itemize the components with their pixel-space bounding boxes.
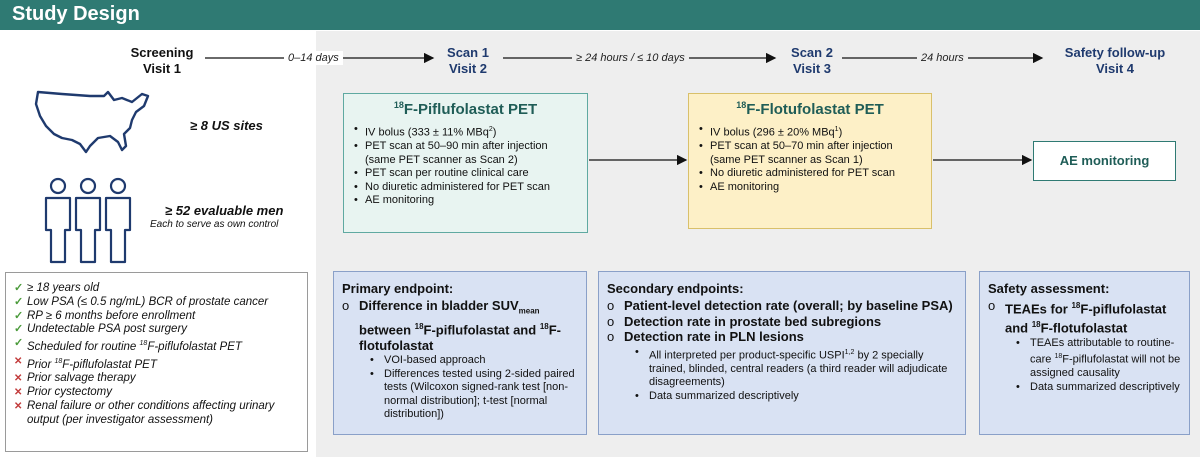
primary-endpoint-title: Primary endpoint: [342, 281, 454, 296]
interval-label-2: ≥ 24 hours / ≤ 10 days [572, 51, 689, 65]
visit-3-number: Visit 3 [792, 61, 832, 76]
check-icon: ✓ [14, 282, 24, 294]
safety-assessment-main: o TEAEs for $^{18}$F-piflufolastat and $^{18}$F-flotufolastat [988, 298, 1167, 336]
visit-safety-follow-up [1040, 45, 1190, 77]
safety-assessment-title: Safety assessment: [988, 281, 1110, 296]
list-item: • TEAEs attributable to routine-care $^{18}$F-piflufolastat will not be assigned causality [1016, 337, 1181, 381]
secondary-endpoints-title: Secondary endpoints: [607, 281, 744, 296]
list-item: • PET scan per routine clinical care [352, 167, 579, 181]
list-item: • VOI-based approach [370, 354, 578, 368]
visit-1-name: Screening [130, 45, 194, 60]
piflufolastat-pet-box [343, 93, 588, 233]
inclusion-item: ✓ RP ≥ 6 months before enrollment [14, 309, 196, 322]
visit-2-name: Scan 1 [447, 45, 489, 60]
safety-assessment-box [979, 271, 1190, 435]
check-icon: ✓ [14, 323, 24, 336]
secondary-endpoints-box [598, 271, 966, 435]
inclusion-item: ✓ Low PSA (≤ 0.5 ng/mL) BCR of prostate cancer [14, 295, 269, 308]
page-title: Study Design [12, 3, 140, 25]
check-icon: ✓ [14, 309, 24, 322]
list-item: • All interpreted per product-specific USPI$^{1,2}$ by 2 specially trained, blinded, central readers (a third reader will adjudicate disagreements) [635, 346, 957, 390]
interval-label-1: 0–14 days [284, 51, 343, 65]
visit-screening [118, 45, 206, 77]
eligibility-criteria-box [5, 272, 308, 452]
exclusion-item: ✕ Renal failure or other conditions affecting urinary output (per investigator assessment) [14, 400, 275, 426]
piflufolastat-pet-title: $^{18}$F-Piflufolastat PET [393, 100, 538, 118]
visit-2-number: Visit 2 [448, 61, 488, 76]
visit-scan-1 [432, 45, 504, 77]
exclusion-item: ✕ Prior salvage therapy [14, 372, 136, 385]
list-item: • IV bolus (333 ± 11% MBq$^2$) [352, 123, 579, 140]
list-item: • PET scan at 50–70 min after injection (same PET scanner as Scan 1) [697, 140, 923, 167]
list-item: • AE monitoring [352, 194, 579, 208]
men-count: ≥ 52 evaluable men [165, 203, 284, 218]
us-map-icon [32, 86, 152, 158]
ae-monitoring-box: AE monitoring [1033, 141, 1176, 181]
sites-count: ≥ 8 US sites [190, 118, 263, 133]
inclusion-item: ✓ Undetectable PSA post surgery [14, 323, 188, 336]
flotufolastat-pet-box [688, 93, 932, 229]
list-item: • No diuretic administered for PET scan [352, 181, 579, 195]
primary-endpoint-main: o Difference in bladder $SUV_{mean}$ between $^{18}$F-piflufolastat and $^{18}$F-flotufolastat [342, 298, 561, 353]
cross-icon: ✕ [14, 373, 23, 385]
inclusion-item: ✓ ≥ 18 years old [14, 282, 100, 294]
list-item: • Data summarized descriptively [1016, 381, 1181, 395]
visit-1-number: Visit 1 [142, 61, 182, 76]
secondary-endpoint-main: o Detection rate in PLN lesions [607, 329, 804, 344]
list-item: • AE monitoring [697, 181, 923, 195]
primary-endpoint-box [333, 271, 587, 435]
interval-label-3: 24 hours [917, 51, 968, 65]
men-subtext: Each to serve as own control [150, 219, 279, 230]
check-icon: ✓ [14, 337, 24, 350]
list-item: • Differences tested using 2-sided paired tests (Wilcoxon signed-rank test [non-normal distribution]; t-test [normal distribution]) [370, 368, 578, 422]
visit-4-number: Visit 4 [1095, 61, 1135, 76]
list-item: • IV bolus (296 ± 20% MBq$^1$) [697, 123, 923, 140]
visit-scan-2 [776, 45, 848, 77]
flotufolastat-pet-title: $^{18}$F-Flotufolastat PET [736, 100, 884, 118]
secondary-endpoint-main: o Detection rate in prostate bed subregions [607, 313, 882, 329]
list-item: • PET scan at 50–90 min after injection (same PET scanner as Scan 2) [352, 140, 579, 167]
secondary-endpoint-main: o Patient-level detection rate (overall; by baseline PSA) [607, 298, 953, 313]
visit-3-name: Scan 2 [791, 45, 833, 60]
cross-icon: ✕ [14, 355, 23, 367]
check-icon: ✓ [14, 295, 24, 308]
men-group-icon [40, 176, 136, 266]
cross-icon: ✕ [14, 387, 23, 399]
cross-icon: ✕ [14, 401, 23, 413]
list-item: • Data summarized descriptively [635, 390, 957, 404]
visit-4-name: Safety follow-up [1064, 45, 1166, 60]
exclusion-item: ✕ Prior cystectomy [14, 386, 112, 399]
inclusion-item: ✓ Scheduled for routine $^{18}$F-piflufolastat PET [14, 337, 242, 354]
list-item: • No diuretic administered for PET scan [697, 167, 923, 181]
exclusion-item: ✕ Prior $^{18}$F-piflufolastat PET [14, 355, 157, 371]
